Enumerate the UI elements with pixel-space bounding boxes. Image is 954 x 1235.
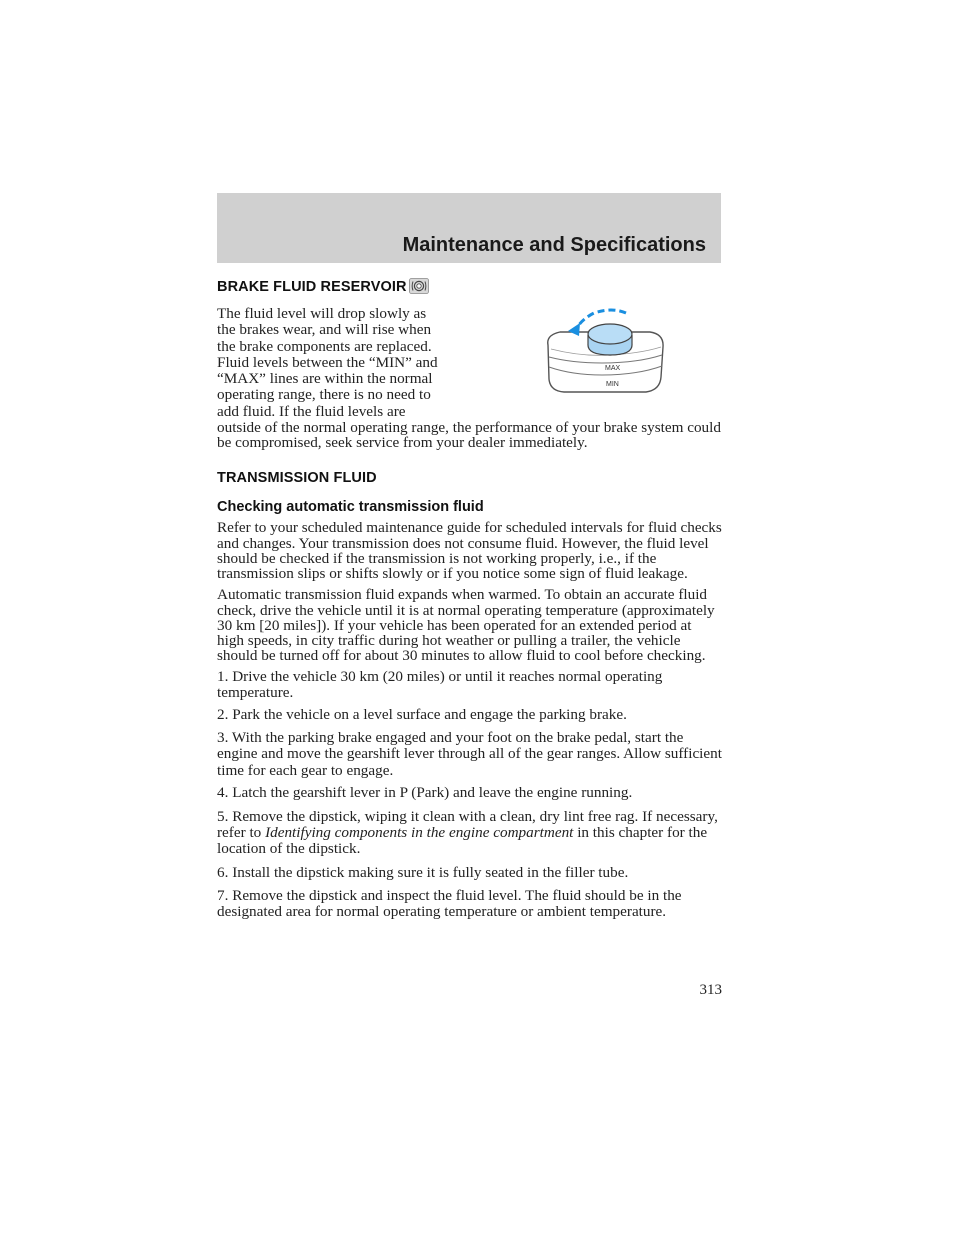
step-item: 3. With the parking brake engaged and your foot on the brake pedal, start the engine and move the gearshift lever through all of the gear ranges. Allow sufficient time for each gear to engage. bbox=[217, 728, 722, 779]
brake-warning-icon bbox=[409, 278, 429, 298]
intro-line: “MAX” lines are within the normal bbox=[217, 370, 433, 388]
brake-section-heading bbox=[217, 278, 722, 298]
header-band bbox=[217, 193, 721, 263]
page-title: Maintenance and Specifications bbox=[402, 234, 706, 256]
step-item: 4. Latch the gearshift lever in P (Park) and leave the engine running. bbox=[217, 784, 633, 802]
transmission-section bbox=[217, 470, 722, 920]
min-label: MIN bbox=[606, 381, 619, 388]
step-item: 6. Install the dipstick making sure it is fully seated in the filler tube. bbox=[217, 863, 629, 881]
max-label: MAX bbox=[605, 365, 621, 372]
intro-line: the brake components are replaced. bbox=[217, 337, 432, 355]
brake-heading-text: BRAKE FLUID RESERVOIR bbox=[217, 279, 407, 295]
step-item: 7. Remove the dipstick and inspect the fluid level. The fluid should be in the designated area for normal operating temperature or ambient temperature. bbox=[217, 886, 682, 921]
intro-line: Fluid levels between the “MIN” and bbox=[217, 353, 438, 371]
intro-line: add fluid. If the fluid levels are bbox=[217, 402, 406, 420]
brake-intro bbox=[217, 306, 467, 420]
brake-continuation: outside of the normal operating range, the performance of your brake system could be compromised, seek service from your dealer immediately. bbox=[217, 419, 721, 452]
step5-reference: Identifying components in the engine compartment bbox=[265, 823, 574, 841]
transmission-subheading: Checking automatic transmission fluid bbox=[217, 499, 484, 516]
step5-text: 5. Remove the dipstick, wiping it clean with a clean, dry lint free rag. If necessary, refer to bbox=[217, 807, 718, 841]
step-item: 1. Drive the vehicle 30 km (20 miles) or until it reaches normal operating temperature. bbox=[217, 668, 663, 701]
transmission-heading: TRANSMISSION FLUID bbox=[217, 470, 377, 487]
brake-reservoir-illustration bbox=[542, 305, 668, 402]
step5-text-end: in this chapter for the location of the dipstick. bbox=[217, 823, 708, 858]
intro-line: the brakes wear, and will rise when bbox=[217, 321, 432, 339]
page-number: 313 bbox=[699, 982, 722, 998]
intro-line: The fluid level will drop slowly as bbox=[217, 305, 427, 322]
intro-line: operating range, there is no need to bbox=[217, 386, 431, 404]
transmission-paragraph: Automatic transmission fluid expands when warmed. To obtain an accurate fluid check, drive the vehicle until it is at normal operating temperature (approximately 30 km [20 miles]). If your vehicle has been operated for an extended period at high speeds, in city traffic during hot weather or pulling a trailer, the vehicle should be turned off for about 30 minutes to allow fluid to cool before checking. bbox=[217, 586, 715, 665]
step-item bbox=[217, 809, 722, 858]
transmission-paragraph: Refer to your scheduled maintenance guide for scheduled intervals for fluid checks and changes. Your transmission does not consume fluid. However, the fluid level should be checked if the transmission is not working properly, i.e., if the transmission slips or shifts slowly or if you notice some sign of fluid leakage. bbox=[217, 519, 722, 583]
step-item: 2. Park the vehicle on a level surface and engage the parking brake. bbox=[217, 705, 627, 723]
